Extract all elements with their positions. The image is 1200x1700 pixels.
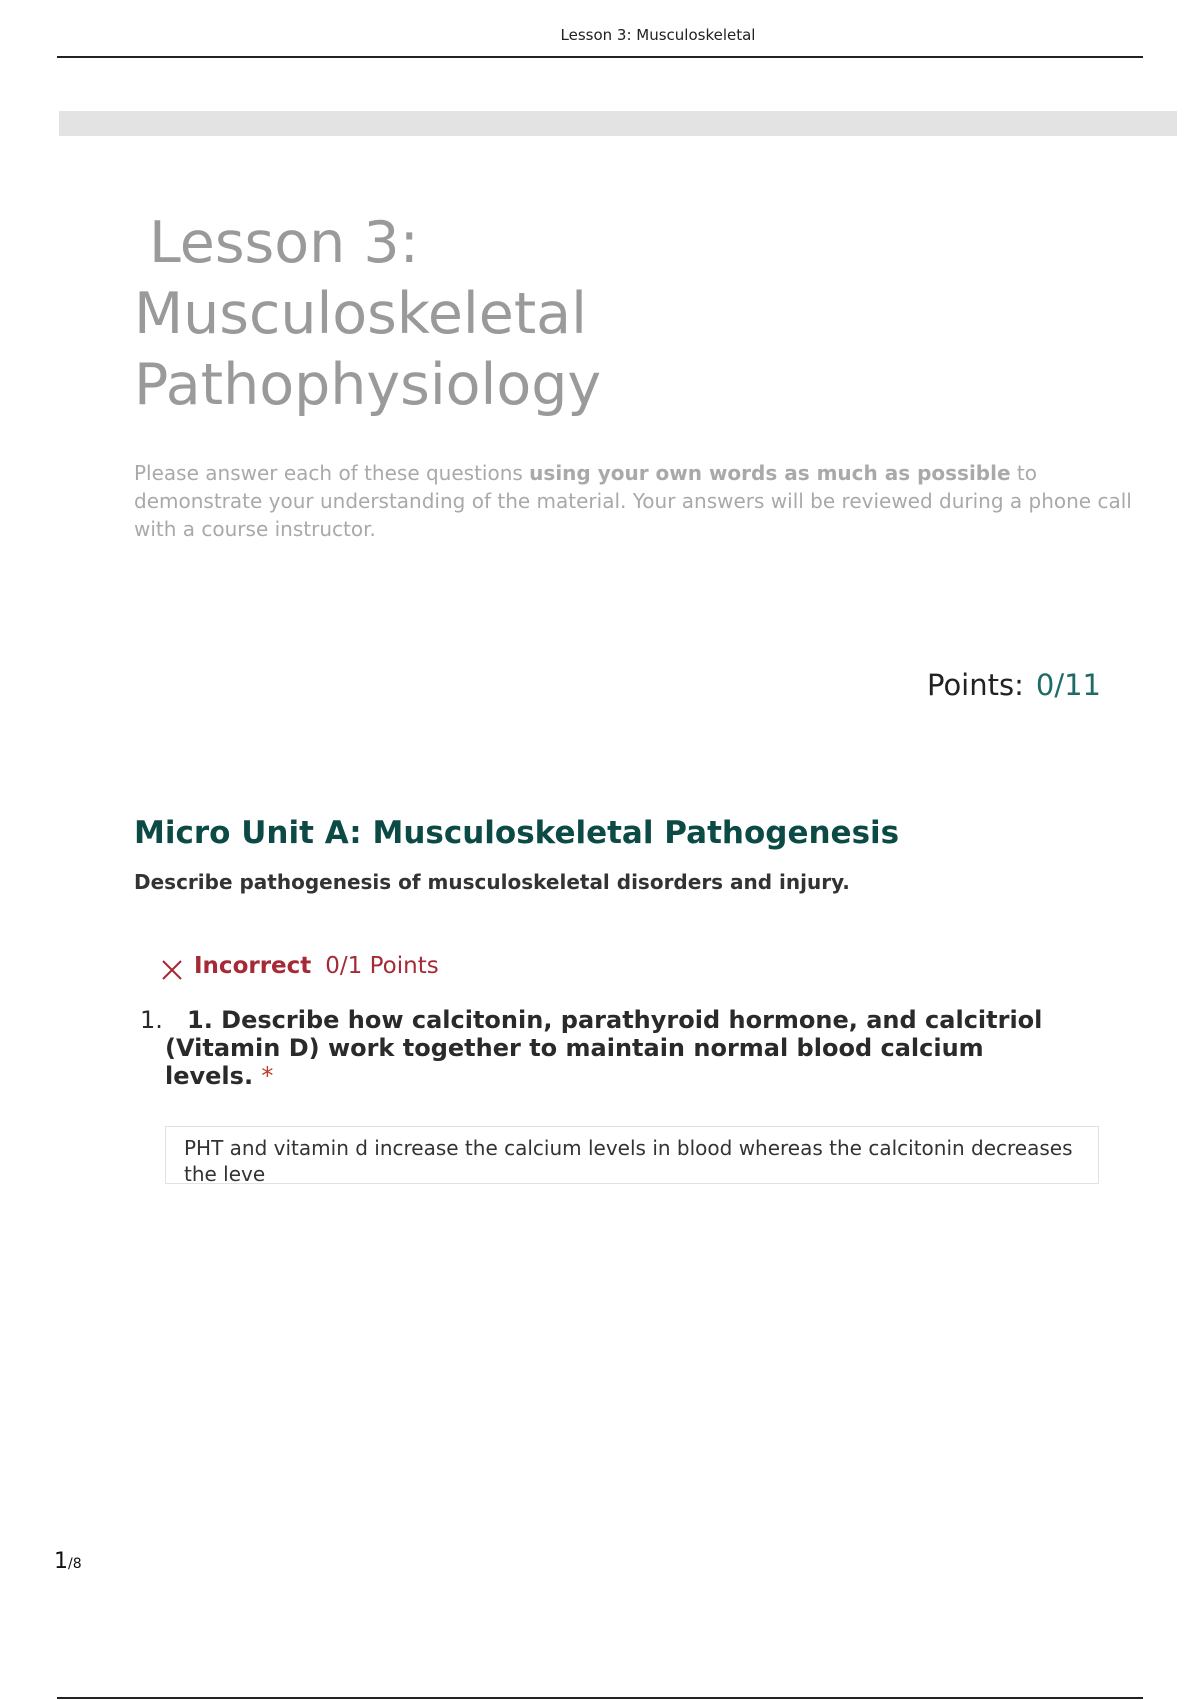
page-title: [134, 208, 834, 421]
question-number: 1.: [140, 1006, 163, 1034]
page-number-current: 1: [54, 1549, 68, 1574]
top-banner-bar: [59, 111, 1177, 136]
footer-divider: [57, 1697, 1143, 1699]
running-header: Lesson 3: Musculoskeletal: [560, 26, 756, 44]
instructions: [134, 459, 1164, 543]
unit-title: Micro Unit A: Musculoskeletal Pathogenesis: [134, 815, 900, 851]
points-value: 0/11: [1035, 668, 1101, 702]
close-x-icon: [160, 958, 184, 982]
instructions-emphasis: using your own words as much as possible: [529, 461, 1011, 485]
instructions-text-end: to demonstrate your understanding of the material. Your answers will be reviewed during a phone call with a course instructor.: [134, 461, 1132, 541]
page-number-total: /8: [68, 1556, 82, 1572]
result-points: 0/1 Points: [325, 953, 439, 979]
question-text: 1. Describe how calcitonin, parathyroid hormone, and calcitriol (Vitamin D) work together to maintain normal blood calcium levels.: [165, 1006, 1043, 1090]
question-1: [140, 1006, 1070, 1090]
answer-field[interactable]: PHT and vitamin d increase the calcium levels in blood whereas the calcitonin decreases the leve: [165, 1126, 1099, 1184]
page-title-line-2: Musculoskeletal: [134, 281, 587, 347]
page-number: [54, 1549, 82, 1574]
page-title-line-1: Lesson 3:: [149, 210, 419, 276]
page-title-line-3: Pathophysiology: [134, 352, 602, 418]
result-label: Incorrect: [194, 953, 312, 979]
header-divider: [57, 56, 1143, 58]
instructions-text-start: Please answer each of these questions: [134, 461, 530, 485]
required-marker: *: [261, 1062, 274, 1090]
question-text-wrapper: [140, 1006, 1070, 1090]
total-points: [927, 668, 1101, 702]
points-label: Points:: [926, 668, 1024, 702]
unit-subtitle: Describe pathogenesis of musculoskeletal disorders and injury.: [134, 870, 850, 894]
question-result: [160, 950, 439, 982]
